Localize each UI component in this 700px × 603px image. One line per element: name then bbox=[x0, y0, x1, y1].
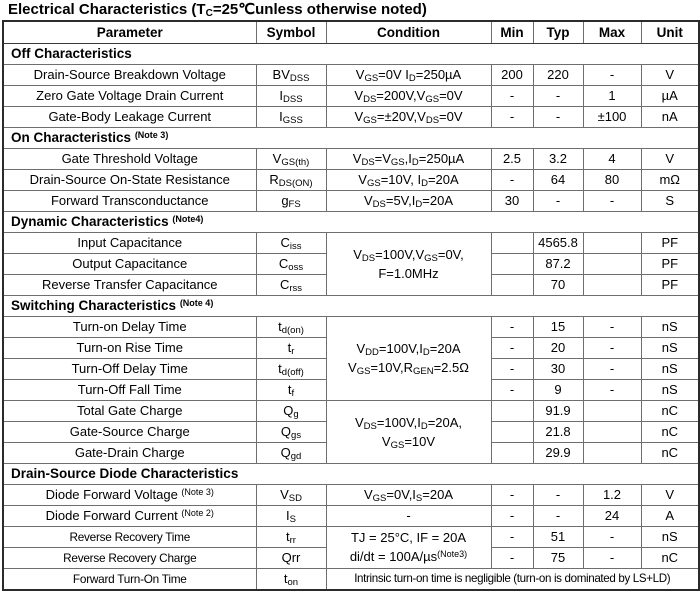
param-cell: Gate-Source Charge bbox=[3, 421, 256, 442]
param-cell: Gate-Body Leakage Current bbox=[3, 106, 256, 127]
param-cell: Gate Threshold Voltage bbox=[3, 148, 256, 169]
unit-cell: nC bbox=[641, 421, 699, 442]
column-header-symbol: Symbol bbox=[256, 21, 326, 43]
table-row bbox=[3, 526, 699, 547]
symbol-cell: $V_{GS(th)}$ bbox=[256, 148, 326, 169]
symbol-cell: $C_{oss}$ bbox=[256, 253, 326, 274]
max-cell: - bbox=[583, 547, 641, 568]
table-row bbox=[3, 64, 699, 85]
min-cell: - bbox=[491, 358, 533, 379]
section-header: Off Characteristics bbox=[3, 43, 699, 64]
min-cell bbox=[491, 442, 533, 463]
typ-cell: 9 bbox=[533, 379, 583, 400]
section-row bbox=[3, 211, 699, 232]
max-cell: 4 bbox=[583, 148, 641, 169]
min-cell: 30 bbox=[491, 190, 533, 211]
typ-cell: 70 bbox=[533, 274, 583, 295]
table-row bbox=[3, 568, 699, 590]
condition-cell: $V_{DS}=V_{GS},I_D=250\mu A$ bbox=[326, 148, 491, 169]
table-row bbox=[3, 190, 699, 211]
min-cell: - bbox=[491, 169, 533, 190]
max-cell: - bbox=[583, 64, 641, 85]
param-cell: Reverse Recovery Charge bbox=[3, 547, 256, 568]
column-header-unit: Unit bbox=[641, 21, 699, 43]
table-row bbox=[3, 484, 699, 505]
min-cell: - bbox=[491, 547, 533, 568]
min-cell bbox=[491, 274, 533, 295]
param-cell: Drain-Source On-State Resistance bbox=[3, 169, 256, 190]
param-cell: Input Capacitance bbox=[3, 232, 256, 253]
unit-cell: V bbox=[641, 148, 699, 169]
page-title: Electrical Characteristics ($T_C=25℃unless$ otherwise noted) bbox=[8, 1, 427, 19]
param-cell: Turn-Off Fall Time bbox=[3, 379, 256, 400]
unit-cell: nS bbox=[641, 337, 699, 358]
unit-cell: nA bbox=[641, 106, 699, 127]
condition-cell: $V_{GS}=0V,I_S=20A$ bbox=[326, 484, 491, 505]
condition-cell: TJ = 25°C, IF = 20A di/dt = 100A/µs$^{(Note3)}$ bbox=[326, 526, 491, 568]
min-cell: 200 bbox=[491, 64, 533, 85]
table-row bbox=[3, 148, 699, 169]
unit-cell: A bbox=[641, 505, 699, 526]
max-cell: - bbox=[583, 190, 641, 211]
min-cell: - bbox=[491, 316, 533, 337]
section-header: On Characteristics $^{(Note 3)}$ bbox=[3, 127, 699, 148]
typ-cell: - bbox=[533, 190, 583, 211]
symbol-cell: Qrr bbox=[256, 547, 326, 568]
typ-cell: 3.2 bbox=[533, 148, 583, 169]
unit-cell: nC bbox=[641, 442, 699, 463]
table-row bbox=[3, 505, 699, 526]
min-cell bbox=[491, 421, 533, 442]
unit-cell: PF bbox=[641, 232, 699, 253]
typ-cell: - bbox=[533, 85, 583, 106]
table-header-row bbox=[3, 21, 699, 43]
unit-cell: S bbox=[641, 190, 699, 211]
param-cell: Reverse Recovery Time bbox=[3, 526, 256, 547]
unit-cell: V bbox=[641, 64, 699, 85]
min-cell bbox=[491, 232, 533, 253]
max-cell: - bbox=[583, 379, 641, 400]
section-row bbox=[3, 463, 699, 484]
unit-cell: nC bbox=[641, 547, 699, 568]
condition-cell: $V_{DS}=200V,V_{GS}=0V$ bbox=[326, 85, 491, 106]
symbol-cell: $I_S$ bbox=[256, 505, 326, 526]
typ-cell: - bbox=[533, 505, 583, 526]
section-header: Dynamic Characteristics $^{(Note4)}$ bbox=[3, 211, 699, 232]
symbol-cell: $Q_g$ bbox=[256, 400, 326, 421]
param-cell: Gate-Drain Charge bbox=[3, 442, 256, 463]
typ-cell: 64 bbox=[533, 169, 583, 190]
max-cell: - bbox=[583, 316, 641, 337]
max-cell: 80 bbox=[583, 169, 641, 190]
min-cell: - bbox=[491, 379, 533, 400]
condition-cell: $V_{DS}=100V,V_{GS}=0V$, F=1.0MHz bbox=[326, 232, 491, 295]
param-cell: Zero Gate Voltage Drain Current bbox=[3, 85, 256, 106]
param-cell: Turn-on Rise Time bbox=[3, 337, 256, 358]
unit-cell: nS bbox=[641, 316, 699, 337]
condition-cell: $V_{DD}=100V,I_D=20A$ $V_{GS}=10V,R_{GEN}=2.5\Omega$ bbox=[326, 316, 491, 400]
max-cell bbox=[583, 274, 641, 295]
condition-cell: $V_{GS}=10V$, $I_D=20A$ bbox=[326, 169, 491, 190]
typ-cell: 91.9 bbox=[533, 400, 583, 421]
typ-cell: 51 bbox=[533, 526, 583, 547]
typ-cell: 20 bbox=[533, 337, 583, 358]
typ-cell: - bbox=[533, 106, 583, 127]
unit-cell: nS bbox=[641, 379, 699, 400]
unit-cell: µA bbox=[641, 85, 699, 106]
condition-cell: $V_{GS}=\pm 20V,V_{DS}=0V$ bbox=[326, 106, 491, 127]
unit-cell: nS bbox=[641, 526, 699, 547]
param-cell: Turn-on Delay Time bbox=[3, 316, 256, 337]
max-cell bbox=[583, 421, 641, 442]
column-header-max: Max bbox=[583, 21, 641, 43]
symbol-cell: $g_{FS}$ bbox=[256, 190, 326, 211]
typ-cell: 29.9 bbox=[533, 442, 583, 463]
condition-cell: Intrinsic turn-on time is negligible (turn-on is dominated by LS+LD) bbox=[326, 568, 699, 590]
min-cell: - bbox=[491, 484, 533, 505]
table-row bbox=[3, 169, 699, 190]
unit-cell: nS bbox=[641, 358, 699, 379]
param-cell: Drain-Source Breakdown Voltage bbox=[3, 64, 256, 85]
symbol-cell: $t_{d(on)}$ bbox=[256, 316, 326, 337]
typ-cell: - bbox=[533, 484, 583, 505]
condition-cell: $V_{GS}=0V$ $I_D=250\mu A$ bbox=[326, 64, 491, 85]
max-cell: - bbox=[583, 358, 641, 379]
param-cell: Forward Transconductance bbox=[3, 190, 256, 211]
column-header-min: Min bbox=[491, 21, 533, 43]
min-cell: - bbox=[491, 106, 533, 127]
symbol-cell: $BV_{DSS}$ bbox=[256, 64, 326, 85]
symbol-cell: $Q_{gd}$ bbox=[256, 442, 326, 463]
section-row bbox=[3, 295, 699, 316]
section-row bbox=[3, 127, 699, 148]
symbol-cell: $t_{d(off)}$ bbox=[256, 358, 326, 379]
condition-cell: $V_{DS}=100V,I_D=20A$, $V_{GS}=10V$ bbox=[326, 400, 491, 463]
unit-cell: mΩ bbox=[641, 169, 699, 190]
typ-cell: 15 bbox=[533, 316, 583, 337]
typ-cell: 30 bbox=[533, 358, 583, 379]
symbol-cell: $V_{SD}$ bbox=[256, 484, 326, 505]
max-cell: 24 bbox=[583, 505, 641, 526]
symbol-cell: $t_f$ bbox=[256, 379, 326, 400]
unit-cell: PF bbox=[641, 274, 699, 295]
unit-cell: PF bbox=[641, 253, 699, 274]
typ-cell: 4565.8 bbox=[533, 232, 583, 253]
param-cell: Total Gate Charge bbox=[3, 400, 256, 421]
section-row bbox=[3, 43, 699, 64]
table-body bbox=[3, 43, 699, 590]
symbol-cell: $I_{DSS}$ bbox=[256, 85, 326, 106]
max-cell bbox=[583, 400, 641, 421]
min-cell: - bbox=[491, 337, 533, 358]
min-cell: - bbox=[491, 505, 533, 526]
max-cell: - bbox=[583, 337, 641, 358]
min-cell: - bbox=[491, 85, 533, 106]
typ-cell: 75 bbox=[533, 547, 583, 568]
max-cell bbox=[583, 253, 641, 274]
symbol-cell: $t_{on}$ bbox=[256, 568, 326, 590]
table-row bbox=[3, 85, 699, 106]
typ-cell: 21.8 bbox=[533, 421, 583, 442]
unit-cell: nC bbox=[641, 400, 699, 421]
param-cell: Forward Turn-On Time bbox=[3, 568, 256, 590]
param-cell: Diode Forward Voltage $^{(Note 3)}$ bbox=[3, 484, 256, 505]
table-row bbox=[3, 400, 699, 421]
column-header-condition: Condition bbox=[326, 21, 491, 43]
min-cell bbox=[491, 400, 533, 421]
electrical-characteristics-table bbox=[2, 20, 700, 591]
section-header: Drain-Source Diode Characteristics bbox=[3, 463, 699, 484]
condition-cell: - bbox=[326, 505, 491, 526]
column-header-parameter: Parameter bbox=[3, 21, 256, 43]
section-header: Switching Characteristics $^{(Note 4)}$ bbox=[3, 295, 699, 316]
typ-cell: 87.2 bbox=[533, 253, 583, 274]
param-cell: Reverse Transfer Capacitance bbox=[3, 274, 256, 295]
symbol-cell: $C_{rss}$ bbox=[256, 274, 326, 295]
max-cell bbox=[583, 442, 641, 463]
unit-cell: V bbox=[641, 484, 699, 505]
max-cell: 1.2 bbox=[583, 484, 641, 505]
max-cell: ±100 bbox=[583, 106, 641, 127]
param-cell: Turn-Off Delay Time bbox=[3, 358, 256, 379]
symbol-cell: $t_{rr}$ bbox=[256, 526, 326, 547]
condition-cell: $V_{DS}=5V,I_D=20A$ bbox=[326, 190, 491, 211]
table-row bbox=[3, 106, 699, 127]
symbol-cell: $I_{GSS}$ bbox=[256, 106, 326, 127]
min-cell: 2.5 bbox=[491, 148, 533, 169]
column-header-typ: Typ bbox=[533, 21, 583, 43]
min-cell: - bbox=[491, 526, 533, 547]
symbol-cell: $t_r$ bbox=[256, 337, 326, 358]
symbol-cell: $R_{DS(ON)}$ bbox=[256, 169, 326, 190]
max-cell: 1 bbox=[583, 85, 641, 106]
param-cell: Diode Forward Current $^{(Note 2)}$ bbox=[3, 505, 256, 526]
table-row bbox=[3, 232, 699, 253]
symbol-cell: $Q_{gs}$ bbox=[256, 421, 326, 442]
symbol-cell: $C_{iss}$ bbox=[256, 232, 326, 253]
typ-cell: 220 bbox=[533, 64, 583, 85]
min-cell bbox=[491, 253, 533, 274]
max-cell: - bbox=[583, 526, 641, 547]
param-cell: Output Capacitance bbox=[3, 253, 256, 274]
table-row bbox=[3, 316, 699, 337]
max-cell bbox=[583, 232, 641, 253]
